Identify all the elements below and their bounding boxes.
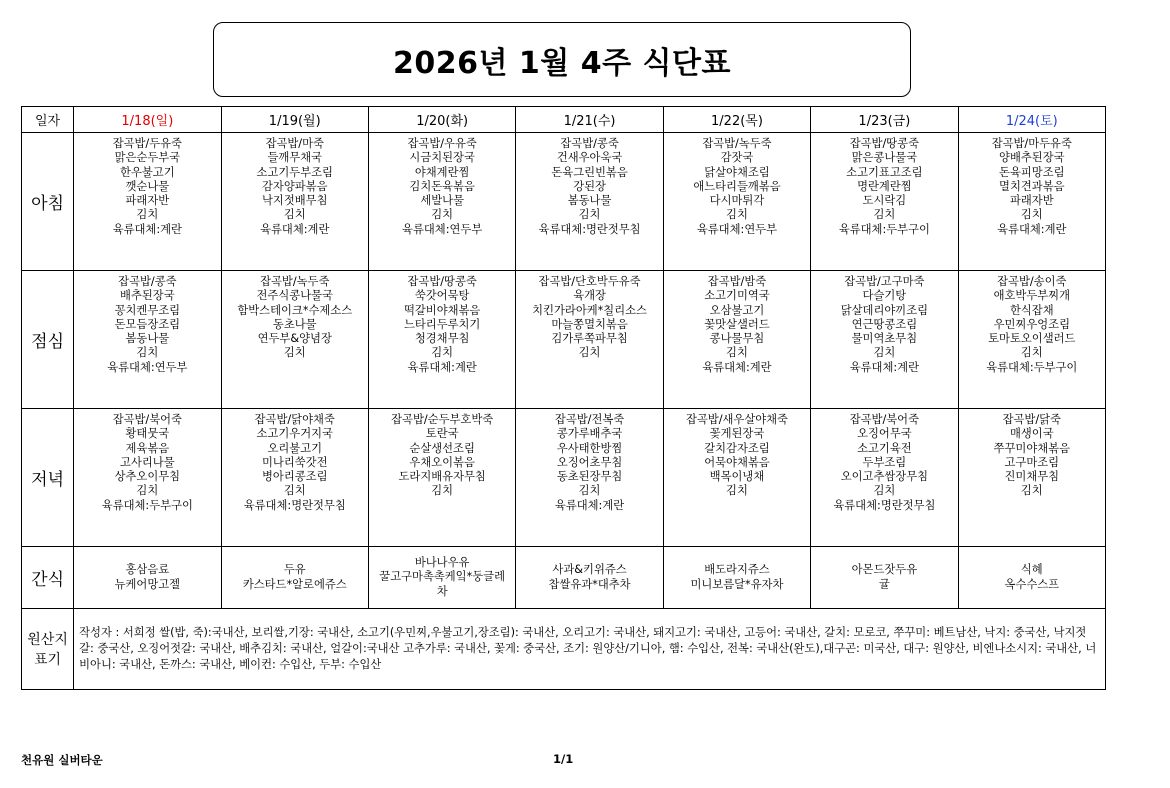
- menu-item: 동초된장무침: [556, 470, 623, 484]
- origin-row: [22, 609, 1106, 690]
- menu-item: 사과&키위쥬스: [552, 563, 627, 577]
- menu-item: 잡곡밥/마죽: [265, 137, 324, 150]
- menu-item: 상추오이무침: [114, 470, 181, 484]
- menu-item: 김치: [431, 346, 454, 360]
- menu-item: 잡곡밥/녹두죽: [260, 275, 330, 288]
- menu-item: 돈육그린빈볶음: [551, 165, 628, 179]
- menu-item: 잡곡밥/콩죽: [118, 275, 177, 288]
- menu-item: 돈모듬장조림: [114, 317, 181, 331]
- menu-item: 오징어무국: [857, 427, 912, 441]
- menu-item: 진미채무침: [1004, 470, 1060, 484]
- meal-row-lunch: [22, 271, 1106, 409]
- meal-label-lunch: 점심: [22, 271, 74, 409]
- menu-item: 오삼불고기: [709, 303, 765, 317]
- menu-item: 콩가루배추국: [556, 427, 623, 441]
- menu-item: 도시락김: [862, 194, 907, 208]
- menu-item: 맑은콩나물국: [851, 151, 918, 165]
- menu-item: 전주식콩나물국: [256, 289, 333, 303]
- meal-cell-breakfast-sat: [958, 133, 1105, 271]
- menu-item: 봄동나물: [125, 332, 170, 346]
- menu-item: 잡곡밥/순두부호박죽: [391, 413, 494, 426]
- meal-cell-lunch-wed: [516, 271, 663, 409]
- menu-item: 한식잡채: [1009, 303, 1054, 317]
- meal-cell-lunch-fri: [811, 271, 958, 409]
- menu-item: 육류대체:연두부: [107, 360, 188, 374]
- menu-item: 갈치감자조림: [704, 441, 770, 455]
- footer-page-number: 1/1: [553, 752, 574, 766]
- menu-item: 육류대체:계란: [554, 498, 625, 512]
- menu-item: 김치: [431, 484, 454, 498]
- menu-item: 어묵야채볶음: [704, 455, 770, 469]
- menu-item: 황태뭇국: [125, 427, 170, 441]
- menu-item: 김치: [873, 208, 896, 222]
- menu-item: 바나나우유: [414, 556, 470, 570]
- origin-text: 작성자 : 서희정 쌀(밥, 죽):국내산, 보리쌀,기장: 국내산, 소고기(우민찌,우불고기,장조림): 국내산, 오리고기: 국내산, 돼지고기: 국내산, 고등어: 국내산, 갈치: 모로코, 쭈꾸미: 베트남산, 낙지: 중국산, 낙지젓갈: 중국산, 오징어젓갈: 국내산, 배추김치: 국내산, 얼갈이:국내산 고추가루: 국내산, 꽃게: 중국산, 조기: 원양산/기니아, 햄: 수입산, 전복: 국내산(완도),대구곤: 미국산, 대구: 원양산, 비엔나소시지: 국내산, 너비아니: 국내산, 돈까스: 국내산, 베이컨: 수입산, 두부: 수입산: [74, 609, 1106, 690]
- menu-item: 육류대체:명란젓무침: [538, 222, 641, 236]
- meal-cell-breakfast-wed: [516, 133, 663, 271]
- menu-item: 연근땅콩조림: [851, 317, 918, 331]
- menu-item: 육류대체:두부구이: [986, 360, 1078, 374]
- meal-cell-lunch-sun: [74, 271, 221, 409]
- menu-item: 잡곡밥/녹두죽: [702, 137, 772, 150]
- menu-item: 김치: [578, 346, 601, 360]
- menu-item: 차: [436, 584, 448, 598]
- menu-item: 콩나물무침: [709, 332, 765, 346]
- menu-item: 강된장: [573, 179, 606, 193]
- menu-item: 세발나물: [420, 194, 464, 208]
- menu-item: 야채계란찜: [414, 165, 470, 179]
- menu-item: 잡곡밥/고구마죽: [844, 275, 925, 288]
- menu-item: 김치: [1020, 346, 1043, 360]
- meal-row-dinner: [22, 409, 1106, 547]
- meal-cell-lunch-thu: [663, 271, 810, 409]
- menu-item: 잡곡밥/두유죽: [112, 137, 182, 150]
- meal-cell-dinner-tue: [368, 409, 515, 547]
- menu-item: 물미역초무침: [851, 332, 918, 346]
- footer-organization: 천유원 실버타운: [21, 753, 103, 767]
- menu-item: 양배추된장국: [999, 151, 1065, 165]
- meal-cell-lunch-sat: [958, 271, 1105, 409]
- menu-item: 육류대체:연두부: [402, 222, 483, 236]
- menu-item: 귤: [878, 577, 890, 591]
- date-corner-label: 일자: [22, 107, 74, 133]
- menu-item: 꽃게된장국: [709, 427, 765, 441]
- menu-item: 김치: [283, 208, 306, 222]
- menu-item: 순살생선조림: [409, 441, 475, 455]
- menu-item: 옥수수스프: [1004, 577, 1060, 591]
- menu-item: 잡곡밥/전복죽: [554, 413, 625, 426]
- menu-item: 김치: [873, 346, 896, 360]
- menu-item: 닭살야채조림: [704, 165, 770, 179]
- menu-item: 꿀고구마촉촉케잌*둥글레: [379, 570, 505, 584]
- meal-cell-breakfast-thu: [663, 133, 810, 271]
- menu-item: 꽃맛살샐러드: [704, 317, 770, 331]
- meal-cell-breakfast-sun: [74, 133, 221, 271]
- date-header-wed: 1/21(수): [516, 107, 663, 133]
- menu-item: 봄동나물: [567, 194, 612, 208]
- menu-item: 우채오이볶음: [409, 455, 475, 469]
- menu-item: 육류대체:계란: [112, 222, 182, 236]
- meal-cell-dinner-sun: [74, 409, 221, 547]
- menu-item: 배도라지쥬스: [704, 563, 770, 577]
- menu-item: 명란계란찜: [857, 179, 912, 193]
- page-title: 2026년 1월 4주 식단표: [393, 45, 731, 81]
- menu-item: 육류대체:계란: [849, 360, 920, 374]
- menu-item: 떡갈비야채볶음: [403, 303, 481, 317]
- menu-item: 육류대체:명란젓무침: [243, 498, 346, 512]
- menu-item: 육류대체:계란: [407, 360, 477, 374]
- menu-item: 잡곡밥/닭야채죽: [254, 413, 335, 426]
- menu-item: 동초나물: [272, 317, 317, 331]
- menu-item: 감잣국: [720, 151, 754, 165]
- menu-item: 육류대체:두부구이: [101, 498, 193, 512]
- meal-row-snack: [22, 547, 1106, 609]
- menu-item: 김가루쪽파무침: [551, 332, 628, 346]
- meal-cell-breakfast-fri: [811, 133, 958, 271]
- meal-cell-dinner-wed: [516, 409, 663, 547]
- meal-cell-dinner-fri: [811, 409, 958, 547]
- menu-item: 김치: [431, 208, 454, 222]
- meal-cell-snack-sat: [958, 547, 1105, 609]
- menu-item: 잡곡밥/콩죽: [560, 137, 619, 150]
- menu-item: 김치: [283, 484, 306, 498]
- menu-item: 카스타드*알로에쥬스: [242, 577, 347, 591]
- origin-label: 원산지 표기: [22, 609, 74, 690]
- menu-item: 함박스테이크*수제소스: [237, 303, 353, 317]
- menu-item: 잡곡밥/밤죽: [707, 275, 767, 288]
- date-header-sat: 1/24(토): [958, 107, 1105, 133]
- menu-item: 우민찌우엉조림: [993, 317, 1070, 331]
- menu-item: 건새우아욱국: [556, 151, 623, 165]
- menu-item: 육류대체:계란: [997, 222, 1067, 236]
- menu-item: 마늘쫑멸치볶음: [551, 317, 628, 331]
- menu-item: 멸치견과볶음: [999, 179, 1065, 193]
- menu-item: 육류대체:명란젓무침: [833, 498, 936, 512]
- menu-item: 들깨무채국: [267, 151, 323, 165]
- menu-item: 토란국: [425, 427, 459, 441]
- menu-item: 오이고추쌈장무침: [840, 470, 929, 484]
- menu-item: 잡곡밥/마두유죽: [991, 137, 1072, 150]
- menu-item: 소고기두부조림: [256, 165, 333, 179]
- menu-item: 잡곡밥/북어죽: [849, 413, 920, 426]
- menu-item: 육류대체:계란: [260, 222, 330, 236]
- date-header-sun: 1/18(일): [74, 107, 221, 133]
- date-header-row: [22, 107, 1106, 133]
- menu-item: 고구마조림: [1004, 455, 1060, 469]
- menu-item: 병아리콩조림: [262, 470, 328, 484]
- menu-item: 소고기표고조림: [846, 165, 923, 179]
- menu-item: 잡곡밥/단호박두유죽: [538, 275, 641, 288]
- meal-cell-dinner-mon: [221, 409, 368, 547]
- meal-cell-snack-tue: [368, 547, 515, 609]
- meal-cell-snack-mon: [221, 547, 368, 609]
- menu-item: 다시마튀각: [709, 194, 765, 208]
- menu-item: 느타리두루치기: [403, 317, 481, 331]
- meal-cell-breakfast-tue: [368, 133, 515, 271]
- menu-item: 미니보름달*유자차: [690, 577, 784, 591]
- menu-item: 육류대체:계란: [702, 360, 772, 374]
- menu-item: 다슬기탕: [862, 289, 907, 303]
- menu-item: 잡곡밥/닭죽: [1002, 413, 1061, 426]
- menu-item: 김치돈육볶음: [409, 179, 475, 193]
- menu-item: 도라지배유자무침: [398, 470, 486, 484]
- menu-item: 우사태한방찜: [556, 441, 623, 455]
- menu-item: 청경채무침: [414, 332, 470, 346]
- meal-row-breakfast: [22, 133, 1106, 271]
- menu-item: 애느타리들깨볶음: [693, 179, 781, 193]
- date-header-tue: 1/20(화): [368, 107, 515, 133]
- menu-item: 감자양파볶음: [262, 179, 328, 193]
- menu-item: 파래자반: [1009, 194, 1054, 208]
- date-header-mon: 1/19(월): [221, 107, 368, 133]
- date-header-fri: 1/23(금): [811, 107, 958, 133]
- menu-item: 시금치된장국: [409, 151, 475, 165]
- meal-cell-breakfast-mon: [221, 133, 368, 271]
- menu-item: 잡곡밥/땅콩죽: [407, 275, 477, 288]
- menu-item: 육개장: [573, 289, 606, 303]
- menu-item: 쑥갓어묵탕: [414, 289, 470, 303]
- meal-label-dinner: 저녁: [22, 409, 74, 547]
- meal-cell-snack-sun: [74, 547, 221, 609]
- menu-item: 닭살데리야끼조림: [840, 303, 929, 317]
- menu-item: 김치: [283, 346, 306, 360]
- menu-item: 오징어초무침: [556, 455, 623, 469]
- menu-item: 돈육피망조림: [999, 165, 1065, 179]
- menu-item: 두유: [283, 563, 306, 577]
- menu-item: 김치: [136, 346, 159, 360]
- meal-cell-dinner-thu: [663, 409, 810, 547]
- meal-cell-snack-fri: [811, 547, 958, 609]
- menu-item: 배추된장국: [120, 289, 175, 303]
- menu-item: 깻순나물: [125, 179, 170, 193]
- menu-item: 치킨가라아케*칠리소스: [532, 303, 647, 317]
- menu-item: 김치: [873, 484, 896, 498]
- meal-plan-table: [21, 106, 1106, 690]
- menu-item: 낙지젓배무침: [262, 194, 328, 208]
- menu-item: 애호박두부찌개: [993, 289, 1070, 303]
- menu-item: 연두부&양념장: [257, 332, 332, 346]
- menu-item: 김치: [1020, 208, 1043, 222]
- menu-item: 아몬드잣두유: [851, 563, 918, 577]
- menu-item: 김치: [726, 208, 748, 222]
- menu-item: 소고기우거지국: [256, 427, 333, 441]
- meal-cell-dinner-sat: [958, 409, 1105, 547]
- menu-item: 미나리쑥갓전: [262, 455, 328, 469]
- menu-item: 김치: [578, 484, 601, 498]
- meal-cell-snack-wed: [516, 547, 663, 609]
- menu-item: 파래자반: [125, 194, 170, 208]
- menu-item: 육류대체:두부구이: [838, 222, 930, 236]
- menu-item: 매생이국: [1009, 427, 1054, 441]
- menu-item: 토마토오이샐러드: [988, 332, 1076, 346]
- menu-item: 맑은순두부국: [114, 151, 181, 165]
- meal-cell-lunch-tue: [368, 271, 515, 409]
- menu-item: 육류대체:연두부: [696, 222, 778, 236]
- meal-label-breakfast: 아침: [22, 133, 74, 271]
- menu-item: 김치: [136, 208, 159, 222]
- date-header-thu: 1/22(목): [663, 107, 810, 133]
- menu-item: 김치: [578, 208, 601, 222]
- menu-item: 식혜: [1020, 563, 1043, 577]
- menu-item: 김치: [136, 484, 159, 498]
- menu-item: 고사리나물: [120, 455, 175, 469]
- menu-item: 잡곡밥/송이죽: [997, 275, 1067, 288]
- menu-item: 소고기미역국: [704, 289, 770, 303]
- menu-item: 잡곡밥/북어죽: [112, 413, 182, 426]
- menu-item: 쭈꾸미야채볶음: [993, 441, 1070, 455]
- menu-item: 두부조림: [862, 455, 907, 469]
- menu-item: 잡곡밥/우유죽: [407, 137, 477, 150]
- menu-item: 오리불고기: [267, 441, 323, 455]
- menu-item: 홍삼음료: [125, 563, 170, 577]
- menu-item: 김치: [726, 346, 748, 360]
- menu-item: 뉴케어망고젤: [114, 577, 181, 591]
- menu-item: 김치: [726, 484, 748, 498]
- meal-label-snack: 간식: [22, 547, 74, 609]
- menu-item: 잡곡밥/새우살야채죽: [685, 413, 788, 426]
- menu-item: 꽁치켄무조림: [114, 303, 181, 317]
- menu-item: 찹쌀유과*대추차: [548, 577, 631, 591]
- menu-item: 제육볶음: [125, 441, 170, 455]
- meal-cell-snack-thu: [663, 547, 810, 609]
- menu-item: 한우불고기: [120, 165, 175, 179]
- meal-cell-lunch-mon: [221, 271, 368, 409]
- menu-item: 잡곡밥/땅콩죽: [849, 137, 920, 150]
- menu-item: 백목이냉채: [709, 470, 765, 484]
- menu-item: 소고기육전: [857, 441, 912, 455]
- title-box: [213, 22, 911, 97]
- menu-item: 김치: [1020, 484, 1043, 498]
